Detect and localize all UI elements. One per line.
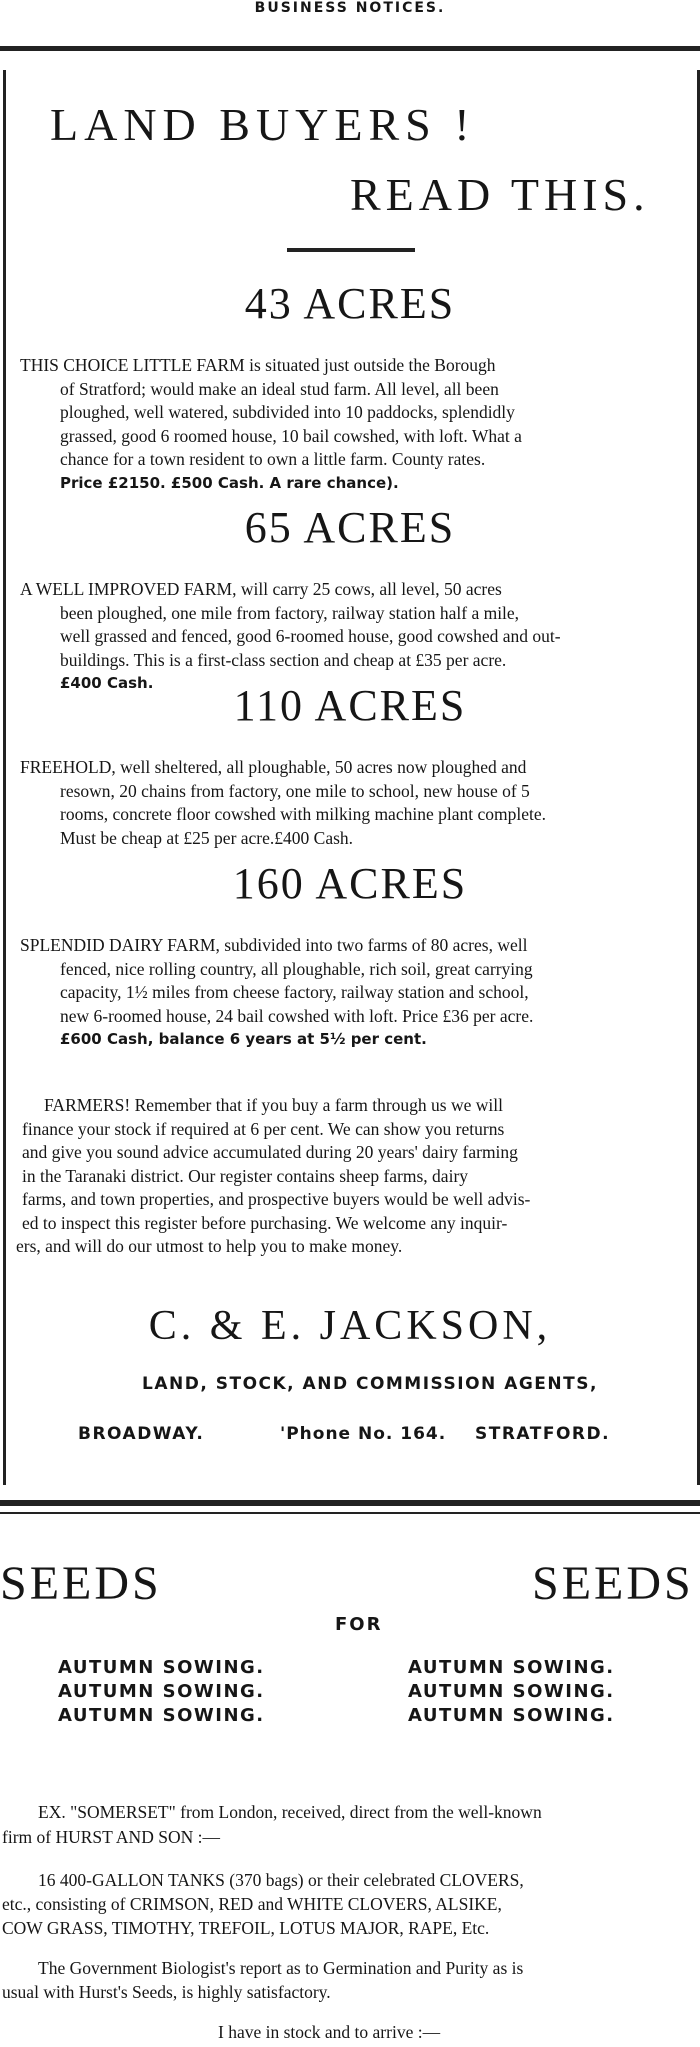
listing-body-43-acres xyxy=(20,354,522,495)
firm-name: C. & E. JACKSON, xyxy=(148,1303,552,1349)
listing-line: buildings. This is a first-class section and cheap at £35 per acre. xyxy=(60,649,507,670)
headline-read-this: READ THIS. xyxy=(350,169,650,220)
listing-line: fenced, nice rolling country, all ploughable, rich soil, great carrying xyxy=(60,958,533,979)
headline-divider xyxy=(287,248,415,252)
seeds-heading-left: SEEDS xyxy=(0,1557,162,1610)
listing-line-price: Price £2150. £500 Cash. A rare chance). xyxy=(60,473,399,492)
farmers-line: in the Taranaki district. Our register contains sheep farms, dairy xyxy=(22,1165,469,1186)
seeds-line: EX. "SOMERSET" from London, received, direct from the well-known xyxy=(38,1802,542,1822)
farmers-line: FARMERS! Remember that if you buy a farm through us we will xyxy=(44,1095,503,1115)
listing-heading-65-acres: 65 ACRES xyxy=(244,503,456,552)
masthead-rule xyxy=(0,46,700,51)
listing-line: A WELL IMPROVED FARM, will carry 25 cows, all level, 50 acres xyxy=(20,579,502,599)
listing-heading-43-acres: 43 ACRES xyxy=(244,279,456,328)
seeds-line: 16 400-GALLON TANKS (370 bags) or their celebrated CLOVERS, xyxy=(38,1870,524,1890)
farmers-paragraph xyxy=(16,1094,530,1259)
section-divider-thin xyxy=(0,1512,700,1514)
autumn-sowing-left xyxy=(58,1656,265,1728)
listing-line: well grassed and fenced, good 6-roomed house, good cowshed and out- xyxy=(60,626,561,646)
seeds-heading-right: SEEDS xyxy=(532,1557,694,1610)
listing-line: chance for a town resident to own a little farm. County rates. xyxy=(60,449,486,469)
autumn-sowing-line: AUTUMN SOWING. xyxy=(58,1681,265,1702)
seeds-paragraph-clovers xyxy=(0,1868,524,1940)
farmers-line: farms, and town properties, and prospective buyers would be well advis- xyxy=(22,1189,531,1209)
autumn-sowing-line: AUTUMN SOWING. xyxy=(408,1681,615,1702)
seeds-stock-line: I have in stock and to arrive :— xyxy=(218,2022,441,2042)
listing-heading-160-acres: 160 ACRES xyxy=(232,859,468,908)
listing-line: THIS CHOICE LITTLE FARM is situated just outside the Borough xyxy=(20,355,496,375)
listing-line-price: £400 Cash. xyxy=(60,674,154,692)
listing-line: Must be cheap at £25 per acre.£400 Cash. xyxy=(60,827,354,848)
autumn-sowing-line: AUTUMN SOWING. xyxy=(408,1657,615,1678)
farmers-line: finance your stock if required at 6 per cent. We can show you returns xyxy=(22,1118,505,1139)
listing-line: capacity, 1½ miles from cheese factory, railway station and school, xyxy=(60,982,529,1002)
listing-body-65-acres xyxy=(20,578,561,696)
listing-line: ploughed, well watered, subdivided into 10 paddocks, splendidly xyxy=(60,402,515,422)
section-divider xyxy=(0,1500,700,1506)
farmers-line: ed to inspect this register before purchasing. We welcome any inquir- xyxy=(22,1212,508,1233)
masthead: BUSINESS NOTICES. xyxy=(254,0,446,16)
autumn-sowing-right xyxy=(408,1656,615,1728)
seeds-line: etc., consisting of CRIMSON, RED and WHITE CLOVERS, ALSIKE, xyxy=(2,1894,502,1914)
seeds-paragraph-import xyxy=(0,1800,542,1850)
seeds-line: usual with Hurst's Seeds, is highly satisfactory. xyxy=(2,1982,331,2002)
listing-line: rooms, concrete floor cowshed with milking machine plant complete. xyxy=(60,804,546,824)
firm-address-town: STRATFORD. xyxy=(475,1424,611,1444)
listing-line: FREEHOLD, well sheltered, all ploughable, 50 acres now ploughed and xyxy=(20,757,527,777)
listing-line: SPLENDID DAIRY FARM, subdivided into two farms of 80 acres, well xyxy=(20,935,528,955)
listing-body-110-acres xyxy=(20,756,546,850)
seeds-for: FOR xyxy=(335,1614,383,1635)
seeds-line: COW GRASS, TIMOTHY, TREFOIL, LOTUS MAJOR, RAPE, Etc. xyxy=(2,1918,490,1938)
listing-line: resown, 20 chains from factory, one mile to school, new house of 5 xyxy=(60,780,530,801)
listing-line: of Stratford; would make an ideal stud farm. All level, all been xyxy=(60,378,499,399)
listing-line: grassed, good 6 roomed house, 10 bail cowshed, with loft. What a xyxy=(60,425,522,446)
farmers-line: and give you sound advice accumulated during 20 years' dairy farming xyxy=(22,1142,518,1162)
seeds-line: The Government Biologist's report as to Germination and Purity as is xyxy=(38,1958,524,1978)
autumn-sowing-line: AUTUMN SOWING. xyxy=(408,1705,615,1726)
farmers-line: ers, and will do our utmost to help you to make money. xyxy=(16,1236,403,1256)
listing-body-160-acres xyxy=(20,934,533,1052)
seeds-paragraph-biologist xyxy=(0,1956,523,2004)
autumn-sowing-line: AUTUMN SOWING. xyxy=(58,1705,265,1726)
listing-line: been ploughed, one mile from factory, railway station half a mile, xyxy=(60,602,520,623)
listing-line: new 6-roomed house, 24 bail cowshed with loft. Price £36 per acre. xyxy=(60,1005,534,1026)
autumn-sowing-line: AUTUMN SOWING. xyxy=(58,1657,265,1678)
listing-heading-110-acres: 110 ACRES xyxy=(233,681,467,730)
headline-land-buyers: LAND BUYERS ! xyxy=(50,99,476,150)
firm-trade: LAND, STOCK, AND COMMISSION AGENTS, xyxy=(142,1374,598,1394)
seeds-line: firm of HURST AND SON :— xyxy=(2,1827,220,1847)
firm-address-phone: 'Phone No. 164. xyxy=(280,1424,447,1444)
firm-address-street: BROADWAY. xyxy=(78,1424,205,1444)
listing-line-price: £600 Cash, balance 6 years at 5½ per cent. xyxy=(60,1030,427,1048)
